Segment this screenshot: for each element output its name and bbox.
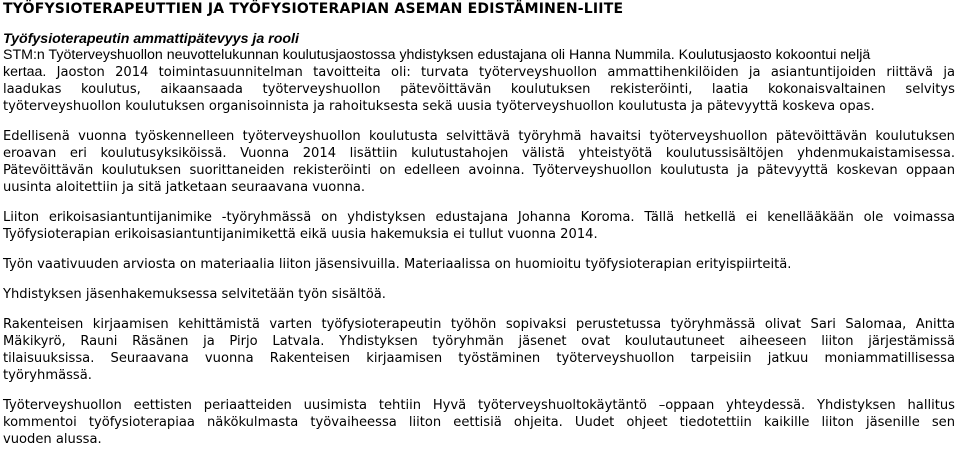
- paragraph-line: laadukas koulutus, aikaansaada työterveyshuollon pätevöittävän koulutuksen rekisteröinti, laatia kokonaisvaltainen selvitys: [3, 82, 955, 97]
- paragraph-line: eroavan eri koulutusyksiköissä. Vuonna 2014 lisättiin kulutustahojen välistä yhteistyötä koulutussisältöjen yhdenmukaistamisessa.: [3, 146, 955, 161]
- paragraph-training-group: [3, 128, 955, 196]
- paragraph-spacer: [3, 243, 955, 256]
- paragraph-spacer: [3, 273, 955, 286]
- paragraph-structured-recording: [3, 316, 955, 384]
- document-title: TYÖFYSIOTERAPEUTTIEN JA TYÖFYSIOTERAPIAN ASEMAN EDISTÄMINEN-LIITE: [3, 1, 624, 17]
- paragraph-spacer: [3, 303, 955, 316]
- paragraph-line: Mäkikyrö, Rauni Räsänen ja Pirjo Latvala. Yhdistyksen työryhmän jäsenet ovat koulutautuneet aiheeseen liiton järjestämissä: [3, 334, 955, 349]
- paragraph-line: Yhdistyksen jäsenhakemuksessa selvitetään työn sisältöä.: [3, 287, 386, 302]
- paragraph-line: Työn vaativuuden arviosta on materiaalia liiton jäsensivuilla. Materiaalissa on huomioitu työfysioterapian erityispiirteitä.: [3, 257, 792, 272]
- paragraph-line: tilaisuuksissa. Seuraavana vuonna Rakenteisen kirjaamisen työstäminen työterveyshuollon tarpeisiin jatkuu moniammatillisessa: [3, 351, 955, 366]
- paragraph-line: Edellisenä vuonna työskennelleen työterveyshuollon koulutusta selvittävä työryhmä havaitsi työterveyshuollon pätevöittävän koulutuksen: [3, 129, 955, 144]
- paragraph-membership-application: [3, 286, 955, 303]
- paragraph-job-evaluation: [3, 256, 955, 273]
- paragraph-specialist-title: [3, 209, 955, 243]
- paragraph-line: Rakenteisen kirjaamisen kehittämistä varten työfysioterapeutin työhön sopivaksi perustetussa työryhmässä olivat Sari Salomaa, Anitta: [3, 317, 955, 332]
- paragraph-text-fragment: Jaoston 2014 toimintasuunnitelman tavoitteita oli: turvata työterveyshuollon ammattihenkilöiden ja asiantuntijoiden riittävä ja: [46, 65, 955, 80]
- section-subtitle: Työfysioterapeutin ammattipätevyys ja rooli: [3, 31, 299, 47]
- paragraph-line: työterveyshuollon koulutuksen organisoinnista ja rahoituksesta sekä uusia työterveyshuollon koulutusta ja pätevyyttä koskeva opas.: [3, 99, 875, 114]
- paragraph-text-fragment: kertaa.: [3, 64, 47, 80]
- paragraph-line: uusinta aloitettiin ja sitä jatketaan seuraavana vuonna.: [3, 180, 366, 195]
- paragraph-ethical-principles: [3, 397, 955, 448]
- paragraph-line: STM:n Työterveyshuollon neuvottelukunnan koulutusjaostossa yhdistyksen edustajana oli Hanna Nummila. Koulutusjaosto kokoontui neljä: [3, 47, 871, 63]
- paragraph-line: Työfysioterapian erikoisasiantuntijanimikettä eikä uusia hakemuksia ei tullut vuonna 2014.: [3, 227, 598, 242]
- paragraph-line: Pätevöittävän koulutuksen suorittaneiden rekisteröinti on edelleen avoinna. Työterveyshuollon koulutusta ja pätevyyttä koskevan oppaan: [3, 163, 955, 178]
- paragraph-line: vuoden alussa.: [3, 432, 102, 447]
- paragraph-line: kommentoi työfysioterapiaa näkökulmasta työvaiheessa liiton eettisiä ohjeita. Uudet ohjeet tiedotettiin kaikille liiton jäsenille sen: [3, 415, 955, 430]
- paragraph-line: työryhmässä.: [3, 368, 92, 383]
- paragraph-coordination: [3, 47, 955, 115]
- document-page: [3, 1, 955, 448]
- paragraph-line: Työterveyshuollon eettisten periaatteiden uusimista tehtiin Hyvä työterveyshuoltokäytäntö –oppaan yhteydessä. Yhdistyksen hallitus: [3, 398, 955, 413]
- paragraph-spacer: [3, 384, 955, 397]
- paragraph-line: [3, 64, 955, 81]
- paragraph-line: Liiton erikoisasiantuntijanimike -työryhmässä on yhdistyksen edustajana Johanna Koroma. Tällä hetkellä ei kenellääkään ole voimassa: [3, 210, 955, 225]
- paragraph-spacer: [3, 115, 955, 128]
- paragraph-spacer: [3, 196, 955, 209]
